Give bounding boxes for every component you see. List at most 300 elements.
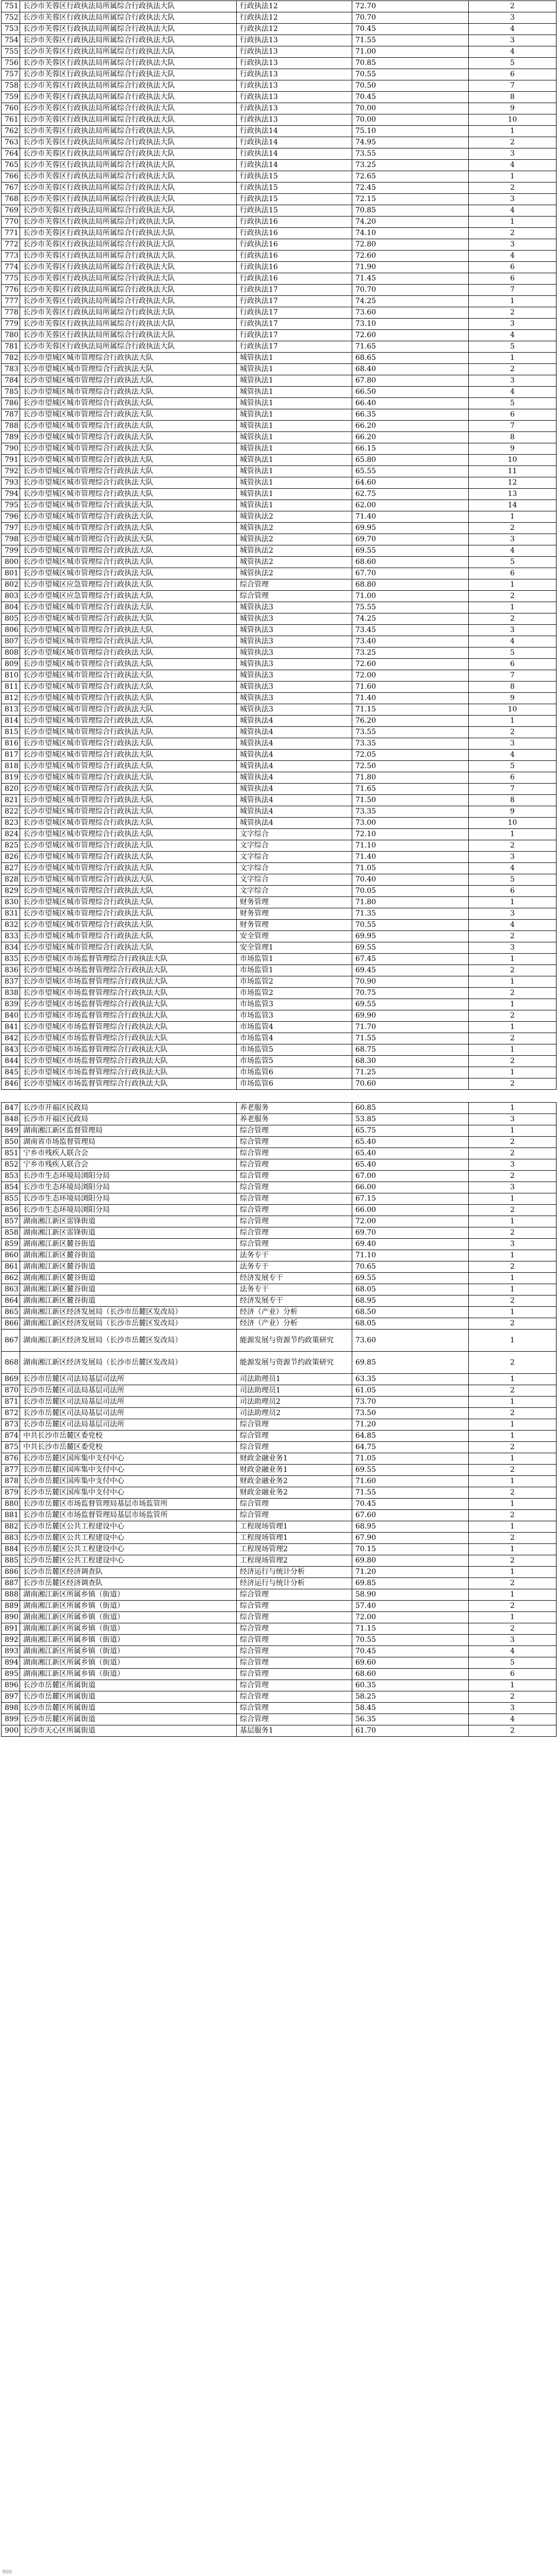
unit-cell: 湖南湘江新区麓谷街道 <box>20 1261 237 1273</box>
num-cell: 866 <box>2 1318 20 1329</box>
position-cell: 城管执法1 <box>237 432 352 443</box>
score-cell: 74.95 <box>352 137 469 148</box>
num-cell: 863 <box>2 1284 20 1295</box>
score-cell: 65.40 <box>352 1137 469 1148</box>
position-cell: 司法助理员1 <box>237 1374 352 1385</box>
rank-cell: 3 <box>469 1159 556 1171</box>
unit-cell: 长沙市芙蓉区行政执法局所属综合行政执法大队 <box>20 46 237 58</box>
unit-cell: 长沙市望城区城市管理综合行政执法大队 <box>20 353 237 364</box>
num-cell: 899 <box>2 1714 20 1725</box>
num-cell: 807 <box>2 636 20 647</box>
position-cell: 城管执法1 <box>237 353 352 364</box>
rank-cell: 11 <box>469 466 556 477</box>
table-row <box>2 1352 556 1374</box>
rank-cell: 2 <box>469 1261 556 1273</box>
num-cell: 825 <box>2 840 20 852</box>
rank-cell: 2 <box>469 1078 556 1090</box>
num-cell: 800 <box>2 557 20 568</box>
table-row <box>2 795 556 806</box>
position-cell: 行政执法13 <box>237 114 352 126</box>
position-cell: 综合管理 <box>237 1205 352 1216</box>
table-row <box>2 1499 556 1510</box>
position-cell: 行政执法12 <box>237 24 352 35</box>
position-cell: 综合管理 <box>237 1431 352 1442</box>
num-cell: 882 <box>2 1521 20 1533</box>
table-row <box>2 1374 556 1385</box>
table-row <box>2 523 556 534</box>
num-cell: 885 <box>2 1555 20 1567</box>
table-row <box>2 1261 556 1273</box>
table-row <box>2 1646 556 1657</box>
position-cell: 工程现场管理1 <box>237 1521 352 1533</box>
unit-cell: 长沙市望城区城市管理综合行政执法大队 <box>20 466 237 477</box>
num-cell: 796 <box>2 511 20 523</box>
num-cell: 832 <box>2 920 20 931</box>
position-cell: 城管执法4 <box>237 761 352 772</box>
rank-cell: 2 <box>469 1205 556 1216</box>
num-cell: 801 <box>2 568 20 579</box>
table-row <box>2 693 556 704</box>
table-row <box>2 1137 556 1148</box>
rank-cell: 10 <box>469 455 556 466</box>
rank-cell: 4 <box>469 750 556 761</box>
rank-cell: 1 <box>469 511 556 523</box>
rank-cell: 4 <box>469 46 556 58</box>
score-cell: 58.90 <box>352 1589 469 1601</box>
table-row <box>2 897 556 908</box>
num-cell: 867 <box>2 1329 20 1352</box>
rank-cell: 1 <box>469 716 556 727</box>
num-cell: 780 <box>2 330 20 341</box>
position-cell: 行政执法15 <box>237 205 352 217</box>
table-row <box>2 1691 556 1703</box>
score-cell: 70.60 <box>352 1078 469 1090</box>
num-cell: 881 <box>2 1510 20 1521</box>
num-cell: 757 <box>2 69 20 80</box>
table-row <box>2 874 556 886</box>
table-row <box>2 1442 556 1453</box>
rank-cell: 1 <box>469 976 556 988</box>
position-cell: 综合管理 <box>237 1193 352 1205</box>
score-cell: 73.55 <box>352 148 469 160</box>
num-cell: 778 <box>2 307 20 319</box>
score-cell: 61.05 <box>352 1385 469 1397</box>
position-cell: 城管执法1 <box>237 409 352 421</box>
rank-cell: 3 <box>469 319 556 330</box>
unit-cell: 长沙市芙蓉区行政执法局所属综合行政执法大队 <box>20 171 237 182</box>
rank-cell: 14 <box>469 500 556 511</box>
table-row <box>2 863 556 874</box>
position-cell: 城管执法1 <box>237 364 352 375</box>
unit-cell: 长沙市望城区市场监督管理综合行政执法大队 <box>20 1067 237 1078</box>
position-cell: 综合管理 <box>237 1657 352 1669</box>
table-row <box>2 194 556 205</box>
score-cell: 70.00 <box>352 103 469 114</box>
num-cell: 819 <box>2 772 20 784</box>
num-cell: 784 <box>2 375 20 387</box>
rank-cell: 1 <box>469 1453 556 1465</box>
score-cell: 73.50 <box>352 1408 469 1419</box>
position-cell: 综合管理 <box>237 1510 352 1521</box>
score-cell: 73.25 <box>352 647 469 659</box>
table-row <box>2 988 556 999</box>
score-cell: 75.55 <box>352 602 469 613</box>
table-row <box>2 1521 556 1533</box>
rank-cell: 2 <box>469 1227 556 1239</box>
num-cell: 874 <box>2 1431 20 1442</box>
score-cell: 68.95 <box>352 1521 469 1533</box>
position-cell: 行政执法12 <box>237 1 352 12</box>
score-cell: 70.70 <box>352 12 469 24</box>
table-row <box>2 330 556 341</box>
unit-cell: 长沙市望城区城市管理综合行政执法大队 <box>20 613 237 625</box>
unit-cell: 长沙市望城区市场监督管理综合行政执法大队 <box>20 988 237 999</box>
rank-cell: 3 <box>469 1239 556 1250</box>
position-cell: 法务专干 <box>237 1284 352 1295</box>
num-cell: 868 <box>2 1352 20 1374</box>
unit-cell: 湖南湘江新区所属乡镇（街道） <box>20 1589 237 1601</box>
score-cell: 70.45 <box>352 24 469 35</box>
table-row <box>2 1273 556 1284</box>
unit-cell: 长沙市望城区城市管理综合行政执法大队 <box>20 477 237 489</box>
score-cell: 71.55 <box>352 1487 469 1499</box>
num-cell: 850 <box>2 1137 20 1148</box>
num-cell: 890 <box>2 1612 20 1623</box>
rank-cell: 2 <box>469 1623 556 1635</box>
score-cell: 71.40 <box>352 693 469 704</box>
position-cell: 财务管理 <box>237 908 352 920</box>
unit-cell: 长沙市望城区城市管理综合行政执法大队 <box>20 557 237 568</box>
gap-cell <box>237 1090 352 1103</box>
rank-cell: 7 <box>469 784 556 795</box>
page-watermark: 900 <box>2 2569 12 2575</box>
score-cell: 74.25 <box>352 296 469 307</box>
rank-cell: 6 <box>469 69 556 80</box>
table-row <box>2 920 556 931</box>
table-row <box>2 1612 556 1623</box>
rank-cell: 7 <box>469 421 556 432</box>
position-cell: 城管执法2 <box>237 534 352 545</box>
score-cell: 69.55 <box>352 1273 469 1284</box>
position-cell: 行政执法13 <box>237 46 352 58</box>
score-cell: 72.60 <box>352 659 469 670</box>
position-cell: 市场监管2 <box>237 976 352 988</box>
table-row <box>2 716 556 727</box>
gap-cell <box>20 1090 237 1103</box>
table-row <box>2 1578 556 1589</box>
position-cell: 行政执法13 <box>237 80 352 92</box>
score-cell: 68.40 <box>352 364 469 375</box>
rank-cell: 6 <box>469 409 556 421</box>
score-cell: 73.00 <box>352 818 469 829</box>
table-row <box>2 1623 556 1635</box>
position-cell: 司法助理员2 <box>237 1408 352 1419</box>
num-cell: 782 <box>2 353 20 364</box>
rank-cell: 3 <box>469 534 556 545</box>
num-cell: 761 <box>2 114 20 126</box>
num-cell: 836 <box>2 965 20 976</box>
num-cell: 798 <box>2 534 20 545</box>
table-row <box>2 1476 556 1487</box>
rank-cell: 1 <box>469 579 556 591</box>
num-cell: 777 <box>2 296 20 307</box>
position-cell: 城管执法3 <box>237 682 352 693</box>
table-row <box>2 1078 556 1090</box>
score-cell: 73.55 <box>352 727 469 738</box>
rank-cell: 2 <box>469 307 556 319</box>
position-cell: 经济运行与统计分析 <box>237 1567 352 1578</box>
score-cell: 65.75 <box>352 1125 469 1137</box>
position-cell: 综合管理 <box>237 1691 352 1703</box>
score-cell: 71.65 <box>352 341 469 353</box>
rank-cell: 9 <box>469 443 556 455</box>
num-cell: 773 <box>2 251 20 262</box>
unit-cell: 长沙市岳麓区司法局基层司法所 <box>20 1385 237 1397</box>
score-cell: 68.05 <box>352 1318 469 1329</box>
num-cell: 839 <box>2 999 20 1010</box>
score-cell: 71.00 <box>352 46 469 58</box>
num-cell: 803 <box>2 591 20 602</box>
unit-cell: 长沙市望城区城市管理综合行政执法大队 <box>20 693 237 704</box>
unit-cell: 长沙市芙蓉区行政执法局所属综合行政执法大队 <box>20 114 237 126</box>
rank-cell: 2 <box>469 1385 556 1397</box>
unit-cell: 湖南湘江新区麓谷街道 <box>20 1239 237 1250</box>
score-cell: 72.60 <box>352 330 469 341</box>
position-cell: 城管执法1 <box>237 466 352 477</box>
unit-cell: 长沙市望城区城市管理综合行政执法大队 <box>20 455 237 466</box>
position-cell: 综合管理 <box>237 1703 352 1714</box>
position-cell: 综合管理 <box>237 1125 352 1137</box>
table-row <box>2 976 556 988</box>
unit-cell: 长沙市望城区城市管理综合行政执法大队 <box>20 818 237 829</box>
num-cell: 774 <box>2 262 20 273</box>
rank-cell: 2 <box>469 1010 556 1022</box>
num-cell: 883 <box>2 1533 20 1544</box>
score-cell: 72.50 <box>352 761 469 772</box>
position-cell: 城管执法2 <box>237 557 352 568</box>
num-cell: 851 <box>2 1148 20 1159</box>
unit-cell: 长沙市望城区城市管理综合行政执法大队 <box>20 704 237 716</box>
table-row <box>2 750 556 761</box>
rank-cell: 1 <box>469 1329 556 1352</box>
score-cell: 69.70 <box>352 534 469 545</box>
num-cell: 810 <box>2 670 20 682</box>
rank-cell: 1 <box>469 217 556 228</box>
unit-cell: 长沙市芙蓉区行政执法局所属综合行政执法大队 <box>20 92 237 103</box>
num-cell: 864 <box>2 1295 20 1307</box>
table-row <box>2 353 556 364</box>
rank-cell: 2 <box>469 591 556 602</box>
table-row <box>2 682 556 693</box>
position-cell: 经济运行与统计分析 <box>237 1578 352 1589</box>
score-cell: 72.15 <box>352 194 469 205</box>
unit-cell: 长沙市望城区应急管理综合行政执法大队 <box>20 579 237 591</box>
rank-cell: 13 <box>469 489 556 500</box>
table-row <box>2 1193 556 1205</box>
score-cell: 70.55 <box>352 69 469 80</box>
position-cell: 行政执法13 <box>237 103 352 114</box>
table-row <box>2 886 556 897</box>
unit-cell: 湖南湘江新区所属乡镇（街道） <box>20 1623 237 1635</box>
rank-cell: 5 <box>469 341 556 353</box>
table-row <box>2 251 556 262</box>
score-cell: 70.45 <box>352 92 469 103</box>
score-cell: 70.70 <box>352 285 469 296</box>
position-cell: 行政执法15 <box>237 182 352 194</box>
position-cell: 财务管理 <box>237 897 352 908</box>
unit-cell: 湖南湘江新区经济发展局（长沙市岳麓区发改局） <box>20 1329 237 1352</box>
position-cell: 市场监管4 <box>237 1033 352 1044</box>
score-cell: 71.00 <box>352 591 469 602</box>
rank-cell: 5 <box>469 398 556 409</box>
unit-cell: 长沙市岳麓区所属街道 <box>20 1714 237 1725</box>
position-cell: 市场监管6 <box>237 1067 352 1078</box>
position-cell: 城管执法1 <box>237 455 352 466</box>
score-cell: 70.45 <box>352 1499 469 1510</box>
table-row <box>2 670 556 682</box>
results-table-body <box>2 1 556 1737</box>
table-row <box>2 1544 556 1555</box>
score-cell: 66.20 <box>352 432 469 443</box>
rank-cell: 4 <box>469 160 556 171</box>
position-cell: 行政执法17 <box>237 307 352 319</box>
position-cell: 行政执法17 <box>237 296 352 307</box>
score-cell: 67.80 <box>352 375 469 387</box>
num-cell: 795 <box>2 500 20 511</box>
num-cell: 858 <box>2 1227 20 1239</box>
table-row <box>2 806 556 818</box>
unit-cell: 中共长沙市岳麓区委党校 <box>20 1431 237 1442</box>
unit-cell: 长沙市岳麓区司法局基层司法所 <box>20 1374 237 1385</box>
num-cell: 847 <box>2 1103 20 1114</box>
table-row <box>2 1 556 12</box>
score-cell: 66.15 <box>352 443 469 455</box>
rank-cell: 3 <box>469 1182 556 1193</box>
table-row <box>2 262 556 273</box>
unit-cell: 长沙市望城区市场监督管理综合行政执法大队 <box>20 1022 237 1033</box>
table-row <box>2 1635 556 1646</box>
rank-cell: 2 <box>469 1691 556 1703</box>
rank-cell: 4 <box>469 863 556 874</box>
table-row <box>2 557 556 568</box>
num-cell: 788 <box>2 421 20 432</box>
table-row <box>2 647 556 659</box>
table-row <box>2 205 556 217</box>
num-cell: 775 <box>2 273 20 285</box>
position-cell: 城管执法2 <box>237 523 352 534</box>
position-cell: 财政金融业务2 <box>237 1487 352 1499</box>
position-cell: 城管执法3 <box>237 625 352 636</box>
position-cell: 综合管理 <box>237 1612 352 1623</box>
position-cell: 经济发展专干 <box>237 1273 352 1284</box>
score-cell: 72.80 <box>352 239 469 251</box>
table-row <box>2 613 556 625</box>
score-cell: 70.90 <box>352 976 469 988</box>
position-cell: 城管执法1 <box>237 443 352 455</box>
table-row <box>2 443 556 455</box>
table-row <box>2 625 556 636</box>
num-cell: 873 <box>2 1419 20 1431</box>
table-row <box>2 114 556 126</box>
position-cell: 文字综合 <box>237 863 352 874</box>
rank-cell: 5 <box>469 647 556 659</box>
gap-cell <box>2 1090 20 1103</box>
unit-cell: 长沙市望城区城市管理综合行政执法大队 <box>20 897 237 908</box>
position-cell: 城管执法3 <box>237 602 352 613</box>
table-row <box>2 182 556 194</box>
rank-cell: 5 <box>469 874 556 886</box>
position-cell: 综合管理 <box>237 1159 352 1171</box>
unit-cell: 长沙市望城区城市管理综合行政执法大队 <box>20 942 237 954</box>
num-cell: 860 <box>2 1250 20 1261</box>
table-row <box>2 160 556 171</box>
table-row <box>2 1567 556 1578</box>
rank-cell: 6 <box>469 273 556 285</box>
rank-cell: 3 <box>469 908 556 920</box>
table-row <box>2 217 556 228</box>
table-row <box>2 965 556 976</box>
rank-cell: 1 <box>469 1193 556 1205</box>
score-cell: 67.15 <box>352 1193 469 1205</box>
rank-cell: 2 <box>469 1555 556 1567</box>
score-cell: 58.25 <box>352 1691 469 1703</box>
rank-cell: 6 <box>469 1669 556 1680</box>
rank-cell: 8 <box>469 682 556 693</box>
unit-cell: 长沙市望城区城市管理综合行政执法大队 <box>20 364 237 375</box>
rank-cell: 6 <box>469 568 556 579</box>
num-cell: 765 <box>2 160 20 171</box>
rank-cell: 3 <box>469 625 556 636</box>
position-cell: 城管执法1 <box>237 398 352 409</box>
score-cell: 70.50 <box>352 80 469 92</box>
score-cell: 68.95 <box>352 1295 469 1307</box>
table-row <box>2 908 556 920</box>
num-cell: 813 <box>2 704 20 716</box>
num-cell: 822 <box>2 806 20 818</box>
rank-cell: 1 <box>469 1307 556 1318</box>
rank-cell: 2 <box>469 1148 556 1159</box>
num-cell: 792 <box>2 466 20 477</box>
table-row <box>2 1703 556 1714</box>
num-cell: 814 <box>2 716 20 727</box>
position-cell: 城管执法1 <box>237 375 352 387</box>
unit-cell: 长沙市望城区市场监督管理综合行政执法大队 <box>20 976 237 988</box>
rank-cell: 2 <box>469 1442 556 1453</box>
rank-cell: 1 <box>469 1499 556 1510</box>
num-cell: 817 <box>2 750 20 761</box>
score-cell: 65.80 <box>352 455 469 466</box>
unit-cell: 长沙市望城区城市管理综合行政执法大队 <box>20 682 237 693</box>
num-cell: 789 <box>2 432 20 443</box>
num-cell: 900 <box>2 1725 20 1737</box>
rank-cell: 2 <box>469 1056 556 1067</box>
position-cell: 城管执法1 <box>237 477 352 489</box>
rank-cell: 4 <box>469 24 556 35</box>
position-cell: 综合管理 <box>237 1182 352 1193</box>
table-row <box>2 829 556 840</box>
unit-cell: 长沙市望城区市场监督管理综合行政执法大队 <box>20 1010 237 1022</box>
table-row <box>2 273 556 285</box>
score-cell: 68.75 <box>352 1044 469 1056</box>
position-cell: 城管执法3 <box>237 636 352 647</box>
position-cell: 市场监管1 <box>237 965 352 976</box>
score-cell: 71.50 <box>352 795 469 806</box>
rank-cell: 2 <box>469 965 556 976</box>
num-cell: 752 <box>2 12 20 24</box>
table-row <box>2 1182 556 1193</box>
unit-cell: 长沙市芙蓉区行政执法局所属综合行政执法大队 <box>20 103 237 114</box>
section-gap <box>2 1090 556 1103</box>
